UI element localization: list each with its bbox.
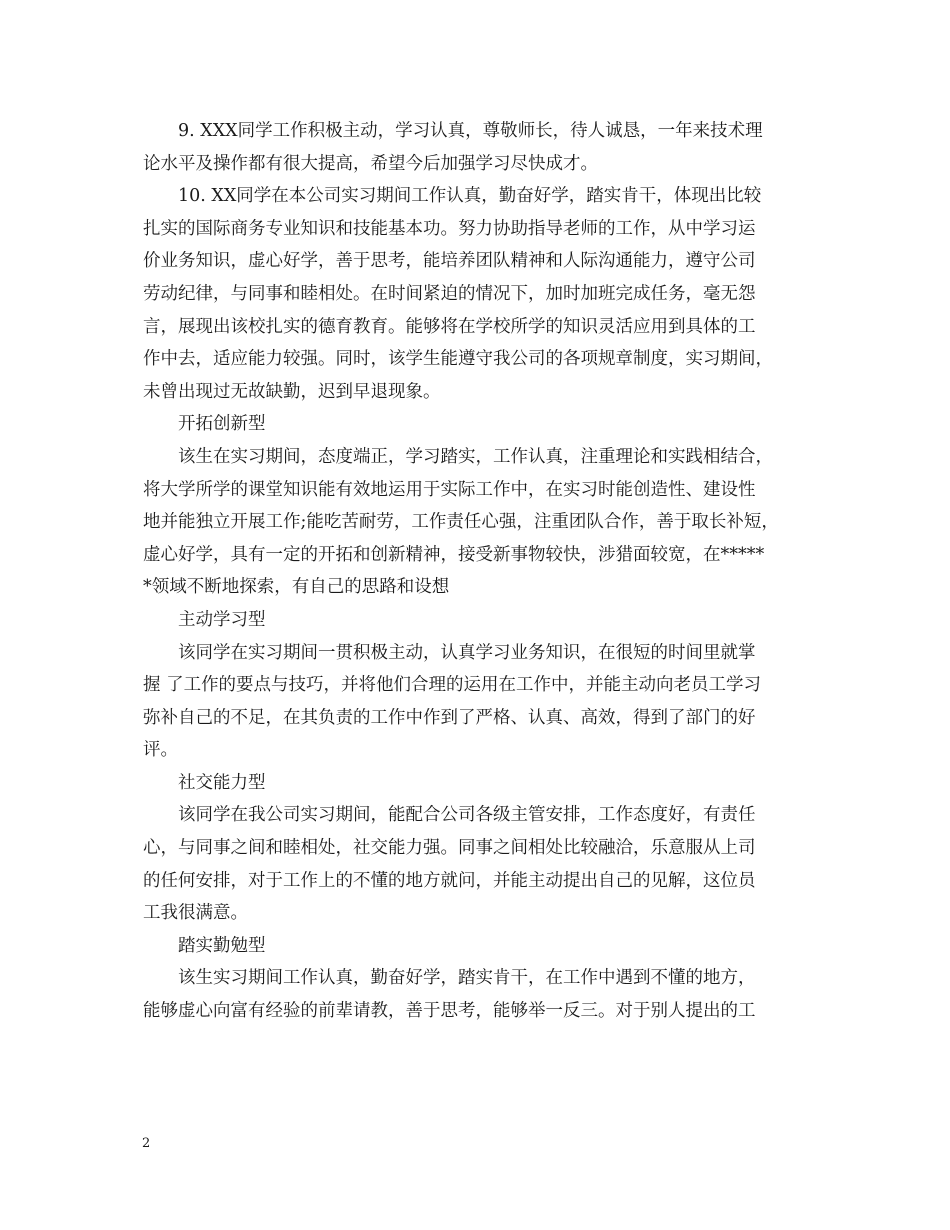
heading-text: 社交能力型 bbox=[178, 772, 266, 793]
paragraph bbox=[143, 799, 823, 929]
page-number: 2 bbox=[142, 1136, 151, 1151]
paragraph-line: 心，与同事之间和睦相处，社交能力强。同事之间相处比较融洽，乐意服从上司 bbox=[143, 838, 756, 859]
paragraph bbox=[143, 441, 823, 604]
paragraph-line: 握 了工作的要点与技巧，并将他们合理的运用在工作中，并能主动向老员工学习 bbox=[143, 675, 762, 696]
paragraph-line: 地并能独立开展工作;能吃苦耐劳，工作责任心强，注重团队合作，善于取长补短， bbox=[143, 512, 779, 533]
paragraph-line: 该同学在我公司实习期间，能配合公司各级主管安排，工作态度好，有责任 bbox=[178, 805, 756, 826]
paragraph-line: 该生在实习期间，态度端正，学习踏实，工作认真，注重理论和实践相结合， bbox=[178, 446, 773, 467]
heading-text: 开拓创新型 bbox=[178, 414, 266, 435]
paragraph-line: 劳动纪律，与同事和睦相处。在时间紧迫的情况下，加时加班完成任务，毫无怨 bbox=[143, 283, 756, 304]
heading-text: 主动学习型 bbox=[178, 609, 266, 630]
section-heading bbox=[143, 767, 823, 800]
heading-text: 踏实勤勉型 bbox=[178, 935, 266, 956]
paragraph-line: 9. XXX同学工作积极主动，学习认真，尊敬师长，待人诚恳，一年来技术理 bbox=[178, 121, 763, 141]
paragraph bbox=[143, 962, 823, 1027]
paragraph-line: 将大学所学的课堂知识能有效地运用于实际工作中，在实习时能创造性、建设性 bbox=[143, 479, 756, 500]
paragraph-line: 扎实的国际商务专业知识和技能基本功。努力协助指导老师的工作，从中学习运 bbox=[143, 218, 756, 239]
paragraph-line: *领域不断地探索，有自己的思路和设想 bbox=[143, 577, 450, 598]
paragraph-line: 能够虚心向富有经验的前辈请教，善于思考，能够举一反三。对于别人提出的工 bbox=[143, 1001, 756, 1022]
paragraph bbox=[143, 180, 823, 408]
paragraph-line: 的任何安排，对于工作上的不懂的地方就问，并能主动提出自己的见解，这位员 bbox=[143, 870, 756, 891]
section-heading bbox=[143, 930, 823, 963]
paragraph-line: 10. XX同学在本公司实习期间工作认真，勤奋好学，踏实肯干，体现出比较 bbox=[178, 186, 762, 207]
paragraph-line: 工我很满意。 bbox=[143, 903, 248, 924]
paragraph-line: 该同学在实习期间一贯积极主动，认真学习业务知识，在很短的时间里就掌 bbox=[178, 642, 756, 663]
paragraph bbox=[143, 637, 823, 767]
paragraph-line: 论水平及操作都有很大提高，希望今后加强学习尽快成才。 bbox=[143, 153, 598, 174]
document-body bbox=[143, 115, 823, 1028]
paragraph bbox=[143, 115, 823, 180]
paragraph-line: 作中去，适应能力较强。同时，该学生能遵守我公司的各项规章制度，实习期间， bbox=[143, 349, 773, 370]
paragraph-line: 弥补自己的不足，在其负责的工作中作到了严格、认真、高效，得到了部门的好 bbox=[143, 707, 756, 728]
section-heading bbox=[143, 604, 823, 637]
section-heading bbox=[143, 408, 823, 441]
paragraph-line: 言，展现出该校扎实的德育教育。能够将在学校所学的知识灵活应用到具体的工 bbox=[143, 316, 756, 337]
paragraph-line: 评。 bbox=[143, 740, 178, 761]
paragraph-line: 虚心好学，具有一定的开拓和创新精神，接受新事物较快，涉猎面较宽，在***** bbox=[143, 544, 765, 565]
paragraph-line: 该生实习期间工作认真，勤奋好学，踏实肯干，在工作中遇到不懂的地方， bbox=[178, 968, 756, 989]
paragraph-line: 未曾出现过无故缺勤，迟到早退现象。 bbox=[143, 381, 441, 402]
paragraph-line: 价业务知识，虚心好学，善于思考，能培养团队精神和人际沟通能力，遵守公司 bbox=[143, 251, 756, 272]
